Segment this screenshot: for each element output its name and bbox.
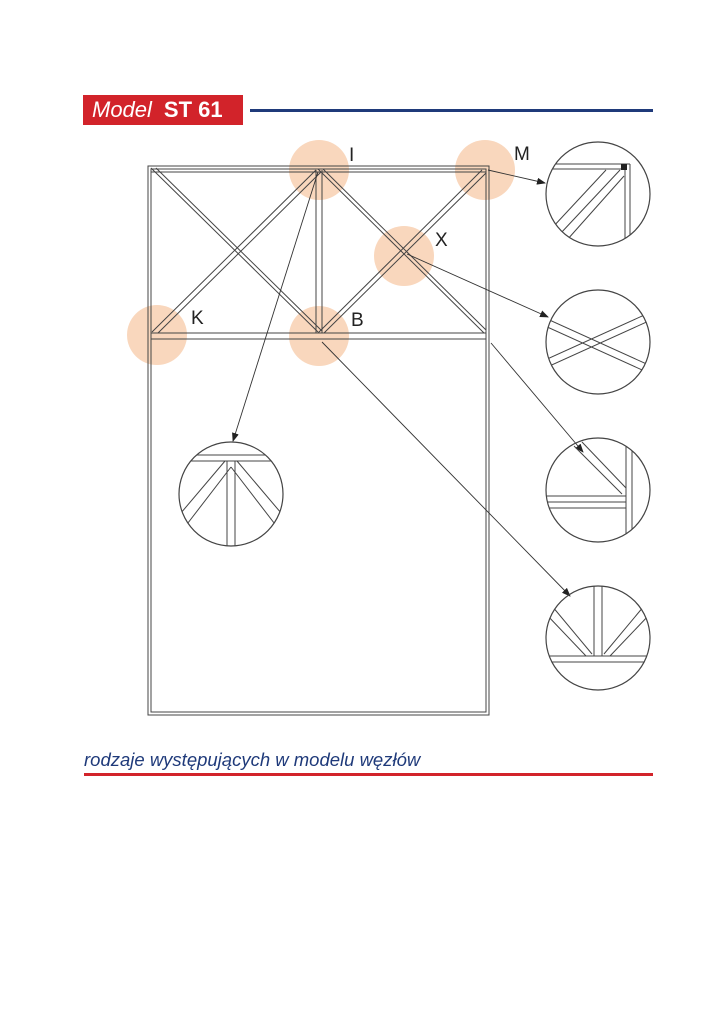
node-highlights: [127, 140, 515, 366]
label-node-b: B: [351, 310, 364, 331]
bar-k-i: [152, 170, 316, 332]
detail-node-b: [545, 586, 651, 690]
caption-text: rodzaje występujących w modelu węzłów: [84, 749, 421, 770]
detail-node-i: [170, 442, 292, 550]
arrow-b-to-detail: [322, 342, 570, 596]
model-code: ST 61: [163, 97, 223, 122]
highlight-node-m: [455, 140, 515, 200]
highlight-node-k: [127, 305, 187, 365]
label-node-i: I: [349, 145, 355, 166]
caption-rule: [84, 773, 653, 776]
detail-node-k: [545, 438, 650, 545]
label-node-k: K: [191, 308, 204, 329]
arrow-k-to-detail: [491, 343, 583, 452]
arrow-x-to-detail: [407, 254, 548, 317]
bar-b-m: [318, 170, 482, 333]
highlight-node-x: [374, 226, 434, 286]
model-word: Model: [92, 97, 152, 122]
label-node-x: X: [435, 230, 448, 251]
label-node-m: M: [514, 144, 530, 165]
detail-node-x: [545, 290, 651, 394]
arrow-i-to-detail: [233, 172, 318, 441]
highlight-node-b: [289, 306, 349, 366]
detail-node-m: [540, 142, 650, 250]
